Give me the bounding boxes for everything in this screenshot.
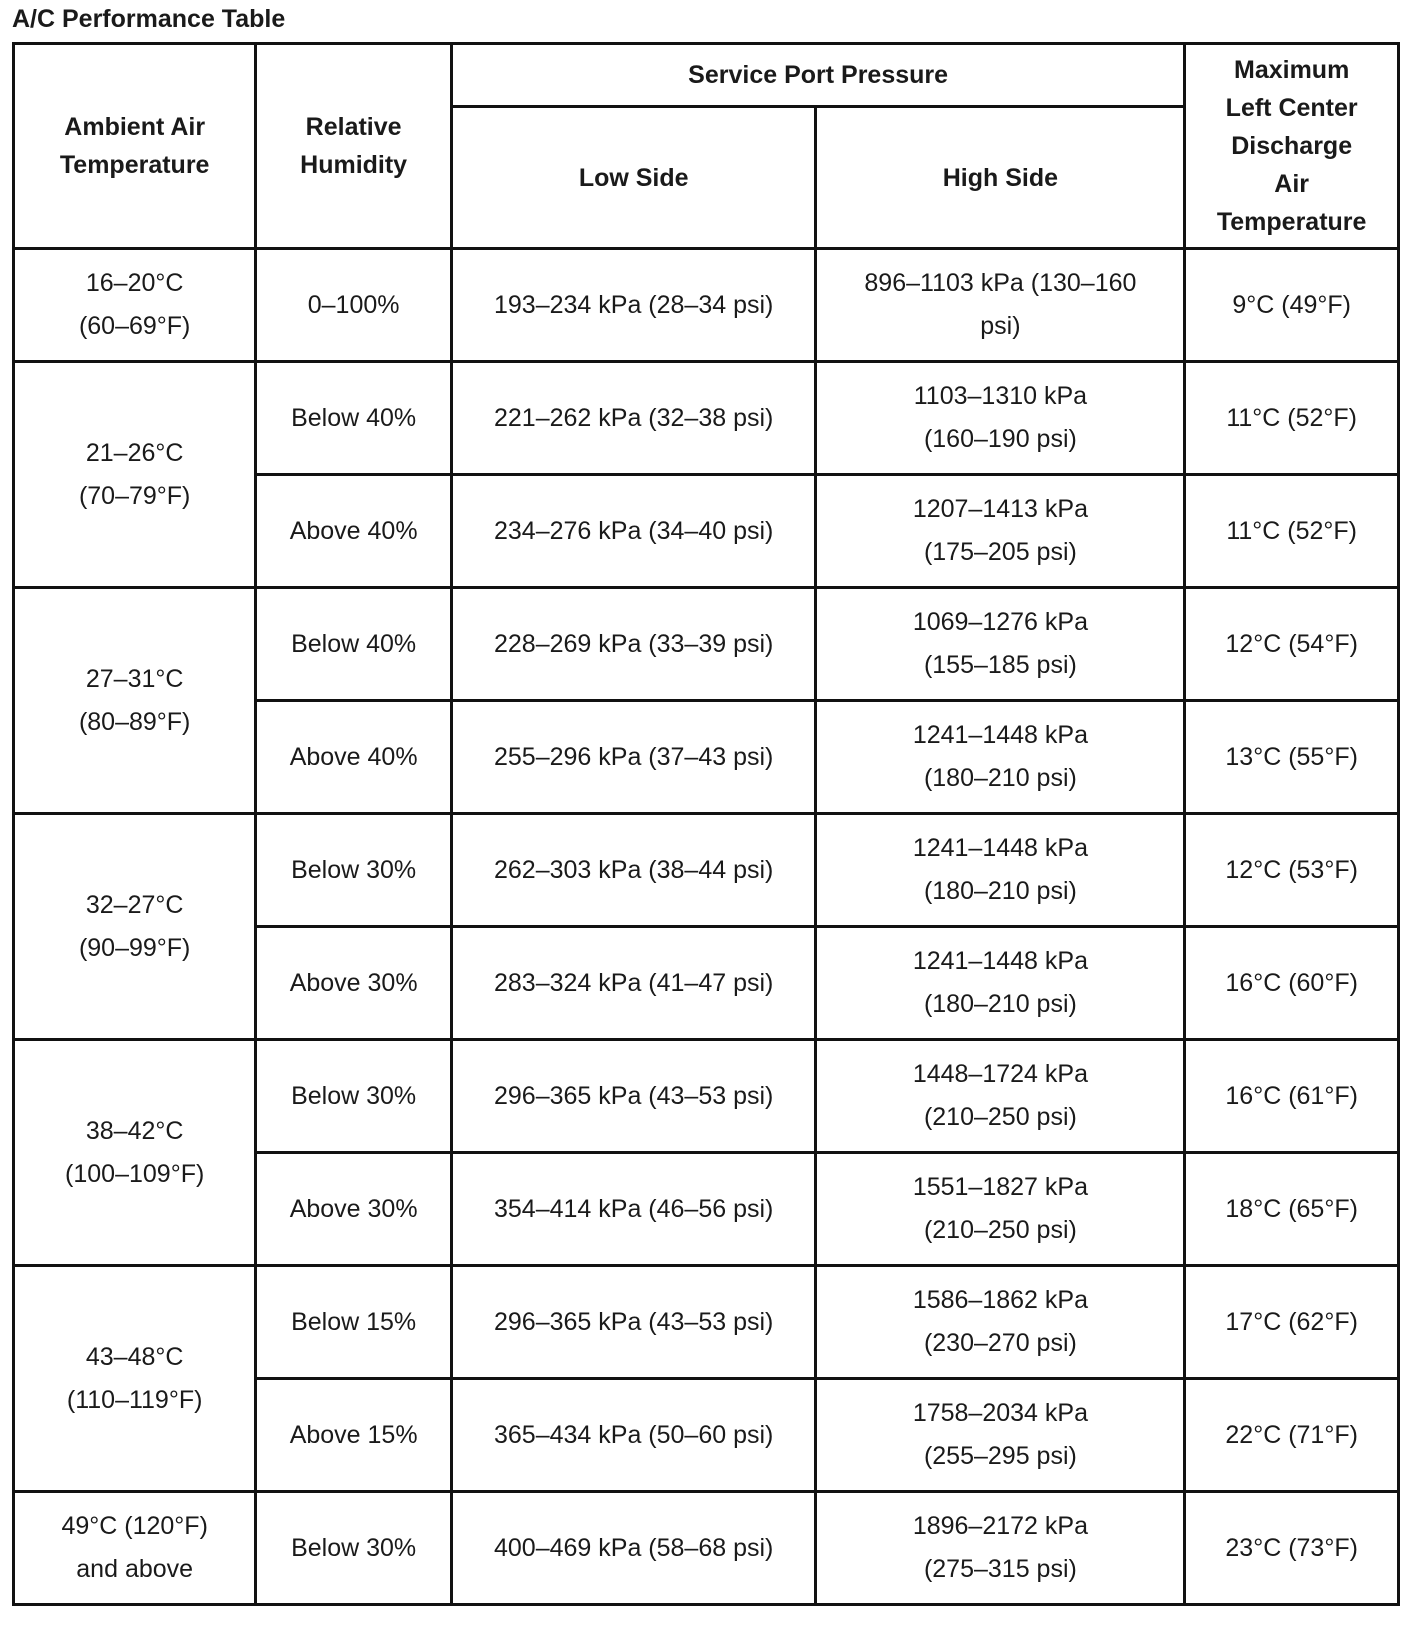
cell-low-side-pressure: 255–296 kPa (37–43 psi) bbox=[451, 701, 816, 814]
cell-high-side-pressure: 1241–1448 kPa (180–210 psi) bbox=[816, 814, 1185, 927]
cell-max-discharge-temperature: 22°C (71°F) bbox=[1185, 1379, 1399, 1492]
cell-low-side-pressure: 354–414 kPa (46–56 psi) bbox=[451, 1153, 816, 1266]
header-ambient-air-temperature: Ambient Air Temperature bbox=[14, 44, 256, 249]
table-row bbox=[14, 249, 1399, 362]
header-high-side: High Side bbox=[816, 107, 1185, 249]
cell-relative-humidity: Below 15% bbox=[256, 1266, 452, 1379]
cell-ambient-temperature: 16–20°C (60–69°F) bbox=[14, 249, 256, 362]
cell-max-discharge-temperature: 16°C (60°F) bbox=[1185, 927, 1399, 1040]
cell-low-side-pressure: 228–269 kPa (33–39 psi) bbox=[451, 588, 816, 701]
cell-max-discharge-temperature: 17°C (62°F) bbox=[1185, 1266, 1399, 1379]
table-row bbox=[14, 1040, 1399, 1153]
cell-relative-humidity: Above 30% bbox=[256, 927, 452, 1040]
cell-high-side-pressure: 1551–1827 kPa (210–250 psi) bbox=[816, 1153, 1185, 1266]
cell-relative-humidity: Below 30% bbox=[256, 1040, 452, 1153]
header-max-discharge-air-temperature: Maximum Left Center Discharge Air Temperature bbox=[1185, 44, 1399, 249]
cell-high-side-pressure: 1448–1724 kPa (210–250 psi) bbox=[816, 1040, 1185, 1153]
cell-high-side-pressure: 896–1103 kPa (130–160 psi) bbox=[816, 249, 1185, 362]
cell-max-discharge-temperature: 9°C (49°F) bbox=[1185, 249, 1399, 362]
cell-max-discharge-temperature: 16°C (61°F) bbox=[1185, 1040, 1399, 1153]
table-row bbox=[14, 1492, 1399, 1605]
cell-ambient-temperature: 27–31°C (80–89°F) bbox=[14, 588, 256, 814]
cell-high-side-pressure: 1586–1862 kPa (230–270 psi) bbox=[816, 1266, 1185, 1379]
cell-relative-humidity: Below 30% bbox=[256, 1492, 452, 1605]
cell-relative-humidity: 0–100% bbox=[256, 249, 452, 362]
cell-ambient-temperature: 21–26°C (70–79°F) bbox=[14, 362, 256, 588]
cell-max-discharge-temperature: 11°C (52°F) bbox=[1185, 362, 1399, 475]
cell-high-side-pressure: 1207–1413 kPa (175–205 psi) bbox=[816, 475, 1185, 588]
cell-low-side-pressure: 400–469 kPa (58–68 psi) bbox=[451, 1492, 816, 1605]
cell-low-side-pressure: 283–324 kPa (41–47 psi) bbox=[451, 927, 816, 1040]
cell-low-side-pressure: 221–262 kPa (32–38 psi) bbox=[451, 362, 816, 475]
cell-low-side-pressure: 193–234 kPa (28–34 psi) bbox=[451, 249, 816, 362]
cell-high-side-pressure: 1103–1310 kPa (160–190 psi) bbox=[816, 362, 1185, 475]
cell-high-side-pressure: 1069–1276 kPa (155–185 psi) bbox=[816, 588, 1185, 701]
cell-relative-humidity: Below 30% bbox=[256, 814, 452, 927]
cell-low-side-pressure: 234–276 kPa (34–40 psi) bbox=[451, 475, 816, 588]
table-row bbox=[14, 588, 1399, 701]
cell-high-side-pressure: 1896–2172 kPa (275–315 psi) bbox=[816, 1492, 1185, 1605]
header-low-side: Low Side bbox=[451, 107, 816, 249]
cell-relative-humidity: Above 30% bbox=[256, 1153, 452, 1266]
table-row bbox=[14, 814, 1399, 927]
cell-ambient-temperature: 49°C (120°F) and above bbox=[14, 1492, 256, 1605]
cell-ambient-temperature: 32–27°C (90–99°F) bbox=[14, 814, 256, 1040]
cell-low-side-pressure: 296–365 kPa (43–53 psi) bbox=[451, 1266, 816, 1379]
header-relative-humidity: Relative Humidity bbox=[256, 44, 452, 249]
header-service-port-pressure: Service Port Pressure bbox=[451, 44, 1184, 107]
cell-max-discharge-temperature: 12°C (53°F) bbox=[1185, 814, 1399, 927]
cell-ambient-temperature: 43–48°C (110–119°F) bbox=[14, 1266, 256, 1492]
cell-ambient-temperature: 38–42°C (100–109°F) bbox=[14, 1040, 256, 1266]
cell-low-side-pressure: 262–303 kPa (38–44 psi) bbox=[451, 814, 816, 927]
cell-relative-humidity: Above 15% bbox=[256, 1379, 452, 1492]
cell-low-side-pressure: 365–434 kPa (50–60 psi) bbox=[451, 1379, 816, 1492]
table-title: A/C Performance Table bbox=[12, 5, 286, 33]
cell-max-discharge-temperature: 12°C (54°F) bbox=[1185, 588, 1399, 701]
cell-relative-humidity: Above 40% bbox=[256, 475, 452, 588]
table-row bbox=[14, 362, 1399, 475]
cell-high-side-pressure: 1241–1448 kPa (180–210 psi) bbox=[816, 927, 1185, 1040]
ac-performance-table bbox=[12, 42, 1400, 1606]
cell-high-side-pressure: 1241–1448 kPa (180–210 psi) bbox=[816, 701, 1185, 814]
cell-max-discharge-temperature: 23°C (73°F) bbox=[1185, 1492, 1399, 1605]
table-body bbox=[14, 249, 1399, 1605]
cell-relative-humidity: Above 40% bbox=[256, 701, 452, 814]
cell-relative-humidity: Below 40% bbox=[256, 588, 452, 701]
table-row bbox=[14, 1266, 1399, 1379]
cell-relative-humidity: Below 40% bbox=[256, 362, 452, 475]
cell-high-side-pressure: 1758–2034 kPa (255–295 psi) bbox=[816, 1379, 1185, 1492]
cell-max-discharge-temperature: 18°C (65°F) bbox=[1185, 1153, 1399, 1266]
cell-low-side-pressure: 296–365 kPa (43–53 psi) bbox=[451, 1040, 816, 1153]
cell-max-discharge-temperature: 11°C (52°F) bbox=[1185, 475, 1399, 588]
cell-max-discharge-temperature: 13°C (55°F) bbox=[1185, 701, 1399, 814]
